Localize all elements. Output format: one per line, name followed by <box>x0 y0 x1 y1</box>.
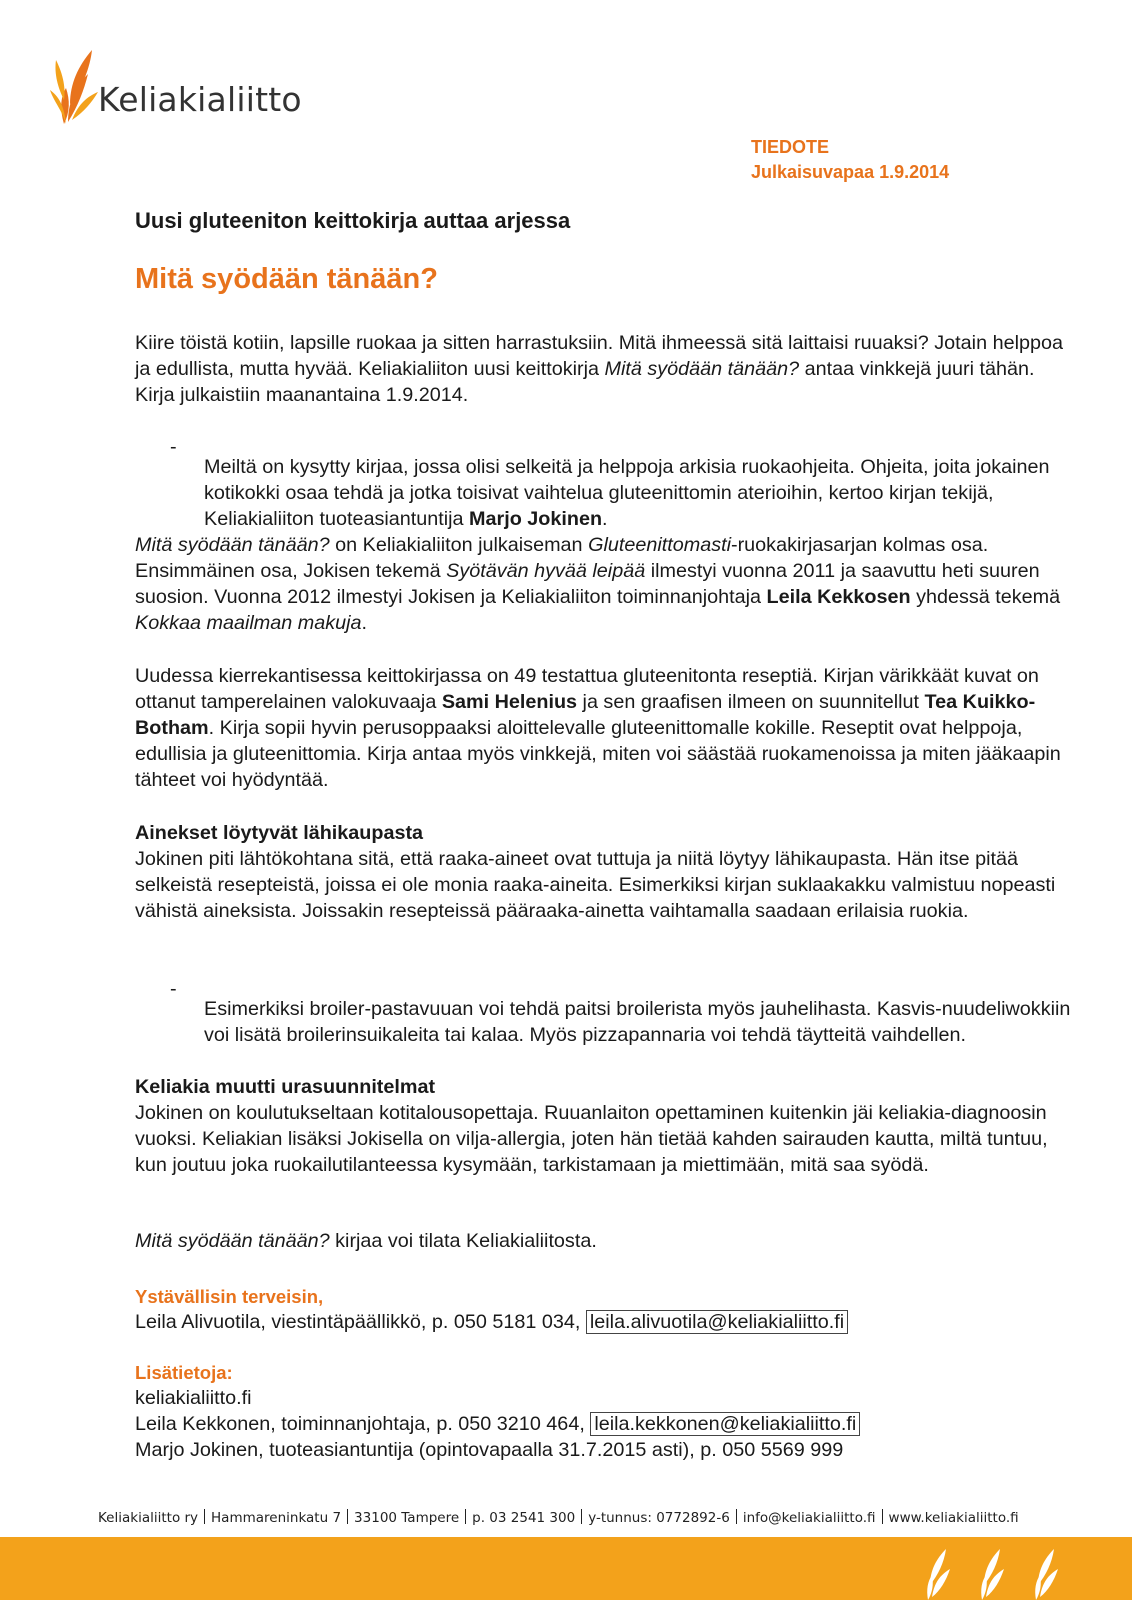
footer-city: 33100 Tampere <box>354 1510 460 1526</box>
release-info <box>751 135 949 185</box>
footer-vat: y-tunnus: 0772892-6 <box>588 1510 730 1526</box>
email-link[interactable]: leila.kekkonen@keliakialiitto.fi <box>590 1412 860 1436</box>
release-label: TIEDOTE <box>751 137 830 157</box>
footer-address <box>98 1509 1058 1526</box>
examples-bullet: Esimerkiksi broiler-pastavuuan voi tehdä paitsi broilerista myös jauhelihasta. Kasvis-nuudeliwokkiin voi lisätä broilerinsuikaleita tai kalaa. Myös pizzapannaria voi tehdä täytteitä vaihdellen. <box>204 997 1071 1046</box>
info-contact-2: Marjo Jokinen, tuoteasiantuntija (opintovapaalla 31.7.2015 asti), p. 050 5569 999 <box>135 1439 844 1461</box>
footer-web[interactable]: www.keliakialiitto.fi <box>888 1510 1019 1526</box>
quote-bullet: Meiltä on kysytty kirjaa, jossa olisi selkeitä ja helppoja arkisia ruokaohjeita. Ohjeita, joita jokainen kotikokki osaa tehdä ja jotka toisivat vaihtelua gluteenittomin aterioihin, kertoo kirjan tekijä, Keliakialiiton tuoteasiantuntija Marjo Jokinen. <box>204 455 1050 530</box>
wheat-icon <box>1026 1545 1064 1600</box>
series-paragraph: Mitä syödään tänään? on Keliakialiiton julkaiseman Gluteenittomasti-ruokakirjasarjan kolmas osa. Ensimmäinen osa, Jokisen tekemä Syötävän hyvää leipää ilmestyi vuonna 2011 ja saavuttu heti suuren suosion. Vuonna 2012 ilmestyi Jokisen ja Keliakialiiton toiminnanjohtaja Leila Kekkosen yhdessä tekemä Kokkaa maailman makuja. <box>135 534 1061 634</box>
brand-logo <box>50 44 330 124</box>
bullet-dash: - <box>170 436 177 458</box>
email-link[interactable]: leila.alivuotila@keliakialiitto.fi <box>586 1310 848 1334</box>
ingredients-paragraph: Jokinen piti lähtökohtana sitä, että raaka-aineet ovat tuttuja ja niitä löytyy lähikaupasta. Hän itse pitää selkeistä resepteistä, joissa ei ole monia raaka-aineita. Esimerkiksi kirjan suklaakakku valmistuu nopeasti vähistä aineksista. Joissakin resepteissä pääraaka-ainetta vaihtamalla saadaan erilaisia ruokia. <box>135 848 1056 922</box>
footer-street: Hammareninkatu 7 <box>211 1510 342 1526</box>
wheat-icon <box>972 1545 1010 1600</box>
greeting-heading: Ystävällisin terveisin, <box>135 1286 324 1307</box>
footer-bar <box>0 1537 1132 1600</box>
subtitle: Uusi gluteeniton keittokirja auttaa arjessa <box>135 208 571 233</box>
footer-phone: p. 03 2541 300 <box>472 1510 576 1526</box>
footer-org: Keliakialiitto ry <box>98 1510 199 1526</box>
book-title: Mitä syödään tänään? <box>604 358 800 380</box>
section-heading-career: Keliakia muutti urasuunnitelmat <box>135 1076 436 1098</box>
wheat-logo-icon <box>50 44 98 124</box>
order-paragraph: Mitä syödään tänään? kirjaa voi tilata Keliakialiitosta. <box>135 1230 597 1252</box>
info-contact-1: Leila Kekkonen, toiminnanjohtaja, p. 050 3210 464, leila.kekkonen@keliakialiitto.fi <box>135 1411 1065 1437</box>
release-date: Julkaisuvapaa 1.9.2014 <box>751 162 950 182</box>
footer-email[interactable]: info@keliakialiitto.fi <box>742 1510 876 1526</box>
headline: Mitä syödään tänään? <box>135 263 438 295</box>
person-name: Marjo Jokinen <box>469 507 603 530</box>
intro-paragraph: Kiire töistä kotiin, lapsille ruokaa ja sitten harrastuksiin. Mitä ihmeessä sitä laittaisi ruuaksi? Jotain helppoa ja edullista, mutta hyvää. Keliakialiiton uusi keittokirja Mitä syödään tänään? antaa vinkkejä juuri tähän. Kirja julkaistiin maanantaina 1.9.2014. <box>135 332 1063 406</box>
book-details-paragraph: Uudessa kierrekantisessa keittokirjassa on 49 testattua gluteenitonta reseptiä. Kirjan värikkäät kuvat on ottanut tamperelainen valokuvaaja Sami Helenius ja sen graafisen ilmeen on suunnitellut Tea Kuikko-Botham. Kirja sopii hyvin perusoppaaksi aloittelevalle gluteenittomalle kokille. Reseptit ovat helppoja, edullisia ja gluteenittomia. Kirja antaa myös vinkkejä, miten voi säästää ruokamenoissa ja miten jääkaapin tähteet voi hyödyntää. <box>135 665 1061 791</box>
info-site[interactable]: keliakialiitto.fi <box>135 1387 252 1409</box>
brand-name: Keliakialiitto <box>98 80 302 119</box>
bullet-dash: - <box>170 978 177 1000</box>
section-heading-ingredients: Ainekset löytyvät lähikaupasta <box>135 822 424 844</box>
career-paragraph: Jokinen on koulutukseltaan kotitalousopettaja. Ruuanlaiton opettaminen kuitenkin jäi keliakia-diagnoosin vuoksi. Keliakian lisäksi Jokisella on vilja-allergia, joten hän tietää kahden sairauden kautta, miltä tuntuu, kun joutuu joka ruokailutilanteessa kysymään, tarkistamaan ja miettimään, mitä saa syödä. <box>135 1102 1048 1176</box>
greeting-contact: Leila Alivuotila, viestintäpäällikkö, p. 050 5181 034, leila.alivuotila@keliakialiitto.fi <box>135 1309 1065 1335</box>
info-heading: Lisätietoja: <box>135 1362 233 1383</box>
wheat-icon <box>918 1545 956 1600</box>
